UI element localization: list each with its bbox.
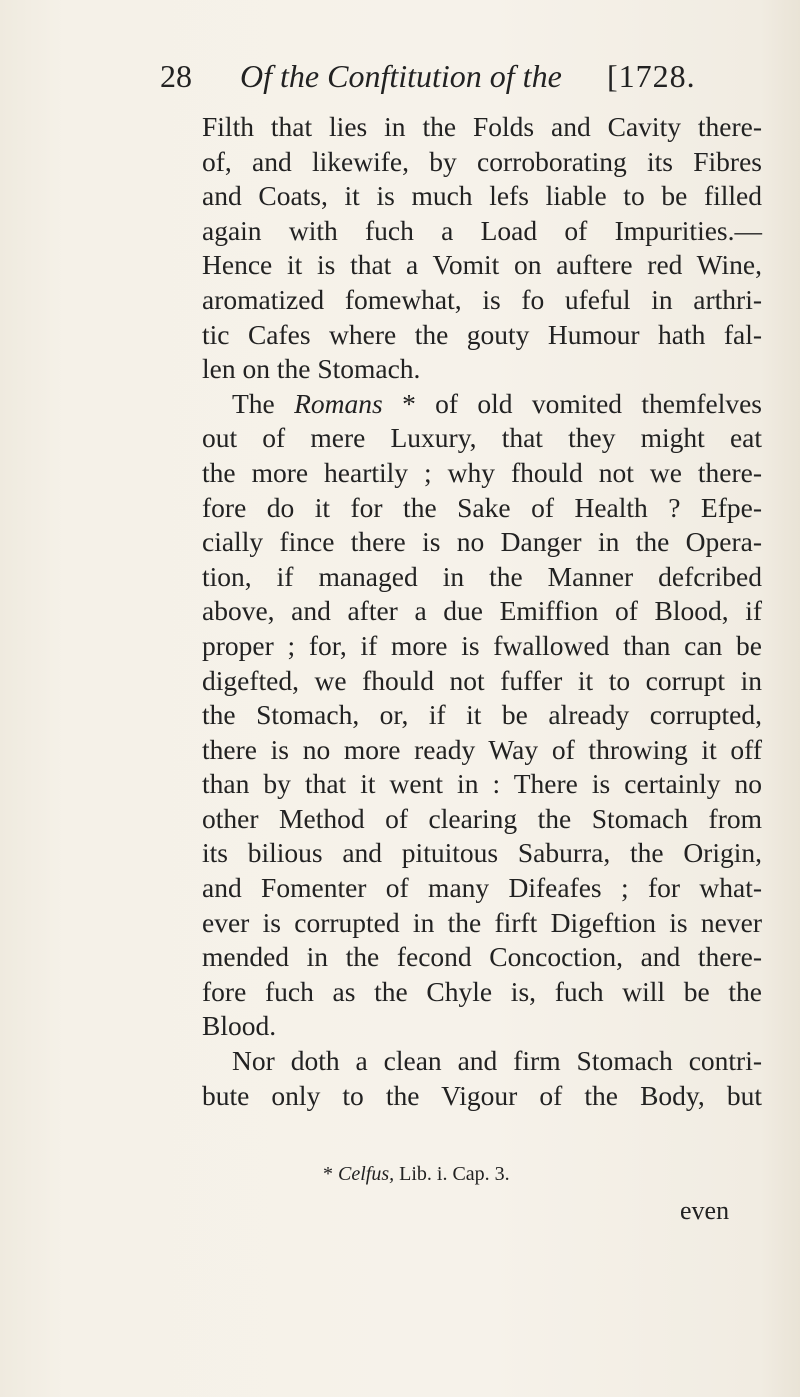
text-line: again with fuch a Load of Impurities.—	[202, 214, 762, 246]
footnote	[323, 1163, 510, 1186]
header-year: [1728.	[607, 58, 696, 94]
text-line: Nor doth a clean and firm Stomach contri-	[232, 1045, 762, 1077]
text-line: of, and likewife, by corroborating its Fibres	[202, 145, 762, 177]
text-line: digefted, we fhould not fuffer it to corrupt in	[202, 664, 762, 696]
italic-word-romans: Romans	[294, 387, 383, 419]
text-line: than by that it went in : There is certainly no	[202, 768, 762, 800]
text-line: there is no more ready Way of throwing it off	[202, 733, 762, 765]
text-line: Blood.	[202, 1010, 277, 1042]
paragraph-start-line	[202, 387, 762, 422]
text-line: tic Cafes where the gouty Humour hath fal-	[202, 318, 762, 350]
text-line: the Stomach, or, if it be already corrupted,	[202, 699, 762, 731]
text-fragment: * of old vomited themfelves	[402, 387, 763, 419]
text-line: its bilious and pituitous Saburra, the Origin,	[202, 837, 762, 869]
text-line: the more heartily ; why fhould not we there-	[202, 456, 762, 488]
text-line: cially fince there is no Danger in the Opera-	[202, 526, 762, 558]
text-line: Hence it is that a Vomit on auftere red Wine,	[202, 249, 762, 281]
text-line: bute only to the Vigour of the Body, but	[202, 1079, 762, 1111]
catchword: even	[680, 1196, 730, 1225]
text-line: aromatized fomewhat, is fo ufeful in arthri-	[202, 283, 762, 315]
page-header	[160, 58, 780, 98]
text-line: Filth that lies in the Folds and Cavity there-	[202, 111, 762, 142]
text-line: len on the Stomach.	[202, 353, 421, 385]
text-line: mended in the fecond Concoction, and there-	[202, 941, 762, 973]
text-line: tion, if managed in the Manner defcribed	[202, 560, 762, 592]
running-title: Of the Conftitution of the	[240, 58, 562, 94]
text-line: above, and after a due Emiffion of Blood, if	[202, 595, 762, 627]
text-line: and Coats, it is much lefs liable to be filled	[202, 180, 762, 212]
text-line: and Fomenter of many Difeafes ; for what-	[202, 872, 762, 904]
footnote-reference: Lib. i. Cap. 3.	[399, 1163, 510, 1185]
text-line: fore fuch as the Chyle is, fuch will be the	[202, 975, 762, 1007]
text-fragment: The	[232, 387, 275, 419]
text-line: out of mere Luxury, that they might eat	[202, 422, 762, 454]
page-number: 28	[160, 58, 192, 94]
body-text	[202, 110, 762, 1113]
footnote-author: Celfus,	[338, 1163, 395, 1185]
text-line: ever is corrupted in the firft Digeftion is never	[202, 906, 762, 938]
text-line: fore do it for the Sake of Health ? Efpe-	[202, 491, 762, 523]
text-line: proper ; for, if more is fwallowed than can be	[202, 629, 762, 661]
text-line: other Method of clearing the Stomach from	[202, 802, 762, 834]
footnote-marker: *	[323, 1163, 333, 1185]
